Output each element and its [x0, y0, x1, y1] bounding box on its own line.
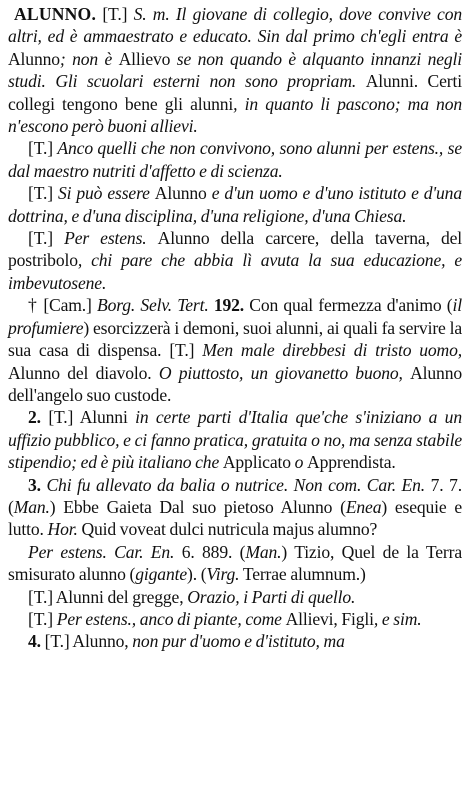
sense-number: 192. — [213, 295, 250, 316]
italic-text-run: ; non è — [59, 48, 119, 69]
italic-text-run: se non quando è alquanto innanzi negli studi. Gli scuolari esterni non sono propriam. — [8, 48, 462, 92]
roman-text-run: [T.] — [96, 4, 134, 24]
roman-text-run: † [Cam.] — [28, 295, 97, 316]
entry-sense-paragraph — [8, 406, 462, 473]
italic-text-run: Man. — [245, 541, 282, 562]
roman-text-run: [T.] — [169, 340, 203, 361]
roman-text-run: Terrae alumnum.) — [239, 564, 366, 585]
entry-sense-paragraph — [8, 541, 462, 586]
entry-sense-paragraph — [8, 608, 462, 630]
italic-text-run: S. m. Il giovane di collegio, dove convive con altri, ed è ammaestrato e educato. Sin dal primo ch'egli entra è — [8, 4, 462, 47]
entry-headword: ALUNNO. — [14, 4, 97, 24]
sense-number: 2. — [28, 407, 49, 428]
sense-number: 4. — [28, 631, 45, 652]
entry-sense-paragraph — [8, 630, 462, 652]
roman-text-run: Allievo — [118, 48, 171, 69]
roman-text-run: [T.] Alunno, — [44, 631, 133, 652]
roman-text-run: 6. 889. ( — [181, 541, 246, 562]
roman-text-run: ). ( — [187, 564, 207, 585]
entry-sense-paragraph — [8, 474, 462, 541]
italic-text-run: Anco quelli che non convivono, sono alunni per estens., se dal maestro nutriti d'affetto e di scienza. — [8, 138, 462, 181]
italic-text-run: non pur d'uomo e d'istituto, ma — [132, 631, 345, 652]
roman-text-run: Con qual fermezza d'animo ( — [249, 295, 453, 316]
roman-text-run: Alunno dell'angelo suo custode. — [8, 362, 462, 405]
entry-definition-paragraph — [8, 3, 462, 137]
italic-text-run: , in quanto li pascono; ma non n'escono però buoni allievi. — [8, 93, 463, 137]
roman-text-run: [T.] Alunni — [48, 407, 136, 428]
roman-text-run: Applicato — [222, 452, 291, 473]
roman-text-run: Quid voveat dulci nutricula majus alumno? — [77, 519, 378, 540]
italic-text-run: Man. — [13, 496, 50, 517]
roman-text-run: [T.] — [28, 138, 58, 159]
italic-text-run: Per estens. — [64, 228, 158, 249]
italic-text-run: , e sim. — [373, 608, 422, 629]
entry-sense-paragraph — [8, 586, 462, 608]
roman-text-run: Apprendista. — [307, 452, 396, 473]
entry-sense-paragraph — [8, 294, 462, 406]
roman-text-run: [T.] — [28, 228, 65, 249]
italic-text-run: Per estens., anco di piante, come — [56, 608, 286, 629]
roman-text-run: 7. 7. ( — [8, 474, 462, 517]
italic-text-run: Borg. Selv. Tert. — [96, 295, 214, 316]
italic-text-run: gigante — [135, 564, 187, 585]
entry-sense-paragraph — [8, 182, 462, 227]
sense-number: 3. — [28, 474, 47, 495]
italic-text-run: il profumiere — [8, 295, 462, 338]
entry-sense-paragraph — [8, 227, 462, 294]
roman-text-run: ) esorcizzerà i demoni, suoi alunni, ai quali fa servire la sua casa di dispensa. — [8, 317, 462, 361]
italic-text-run: Hor. — [47, 519, 78, 540]
roman-text-run: ) Ebbe Gaieta Dal suo pietoso Alunno ( — [49, 496, 346, 517]
italic-text-run: , chi pare che abbia lì avuta la sua educazione, e imbevutosene. — [8, 250, 462, 293]
roman-text-run: [T.] — [28, 608, 57, 629]
roman-text-run: Alunno del diavolo. — [8, 362, 159, 383]
italic-text-run: Men male direbbesi di tristo uomo, — [202, 340, 462, 361]
italic-text-run: o — [290, 452, 308, 473]
italic-text-run: Virg. — [206, 564, 240, 585]
roman-text-run: Allievi, Figli — [285, 608, 374, 629]
roman-text-run: [T.] Alunni del gregge, — [28, 586, 188, 607]
entry-sense-paragraph — [8, 137, 462, 182]
italic-text-run: Per estens. Car. En. — [28, 541, 182, 562]
italic-text-run: Chi fu allevato da balia o nutrice. Non com. Car. En. — [46, 474, 431, 495]
italic-text-run: Enea — [345, 496, 382, 517]
roman-text-run: ) Tizio, Quel de la Terra smisurato alunno ( — [8, 541, 462, 585]
roman-text-run: ) esequie e lutto. — [8, 496, 462, 540]
italic-text-run: e d'un uomo e d'uno istituto e d'una dottrina, e d'una disciplina, d'una religione, d'una Chiesa. — [8, 183, 462, 226]
roman-text-run: [T.] — [28, 183, 58, 204]
roman-text-run: Alunno — [154, 183, 207, 204]
italic-text-run: O piuttosto, un giovanetto buono, — [158, 362, 411, 383]
italic-text-run: Orazio, i Parti di quello. — [187, 586, 356, 607]
italic-text-run: Si può essere — [57, 183, 155, 204]
dictionary-entry-alunno — [8, 3, 462, 653]
italic-text-run: in certe parti d'Italia que'che s'iniziano a un uffizio pubblico, e ci fanno pratica, gratuita o no, ma senza stabile stipendio; ed è più italiano che — [8, 407, 462, 473]
roman-text-run: Alunni. Certi collegi tengono bene gli alunni — [8, 71, 462, 114]
roman-text-run: Alunno — [8, 48, 60, 69]
roman-text-run: Alunno della carcere, della taverna, del postribolo — [8, 228, 462, 271]
